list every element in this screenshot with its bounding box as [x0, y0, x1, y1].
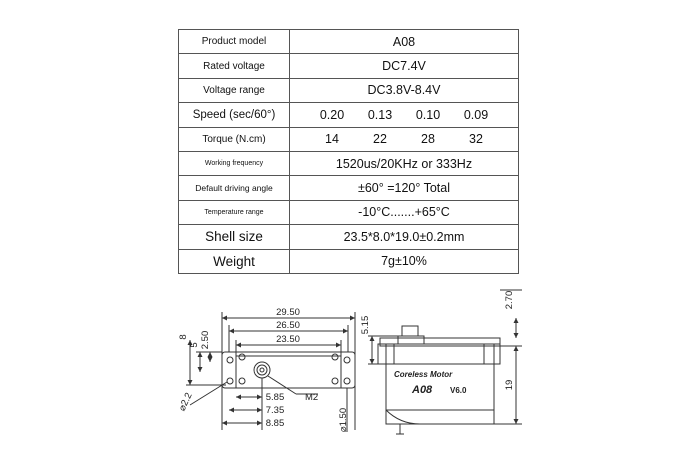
value-default-driving-angle: ±60° =120° Total	[290, 176, 519, 200]
side-view	[368, 290, 522, 434]
model-label: A08	[412, 384, 433, 396]
torque-value-2: 22	[373, 132, 387, 147]
hole-diameter: ⌀2.2	[176, 391, 195, 413]
dim-5-85: 5.85	[265, 392, 285, 403]
dim-26-50: 26.50	[276, 320, 300, 331]
label-weight: Weight	[179, 249, 290, 273]
value-rated-voltage: DC7.4V	[290, 54, 519, 78]
label-working-frequency: Working frequency	[179, 151, 290, 175]
dim-23-50: 23.50	[276, 334, 300, 345]
torque-value-3: 28	[421, 132, 435, 147]
screw-size: M2	[305, 392, 319, 403]
shaft-diameter: ⌀1.50	[338, 407, 349, 433]
front-view-labels	[177, 307, 349, 432]
label-default-driving-angle: Default driving angle	[179, 176, 290, 200]
dim-8: 8	[178, 334, 189, 340]
value-working-frequency: 1520us/20KHz or 333Hz	[290, 151, 519, 175]
value-shell-size: 23.5*8.0*19.0±0.2mm	[290, 225, 519, 249]
label-voltage-range: Voltage range	[179, 78, 290, 102]
dim-2-50: 2.50	[200, 330, 211, 350]
side-view-labels	[360, 291, 515, 396]
label-torque: Torque (N.cm)	[179, 127, 290, 151]
dim-5-15: 5.15	[360, 315, 371, 335]
value-weight: 7g±10%	[290, 249, 519, 273]
dim-2-70: 2.70	[504, 290, 515, 310]
value-product-model: A08	[290, 30, 519, 54]
speed-value-2: 0.13	[367, 107, 393, 122]
label-speed: Speed (sec/60°)	[179, 103, 290, 127]
version-label: V6.0	[450, 386, 467, 395]
label-product-model: Product model	[179, 30, 290, 54]
dim-7-35: 7.35	[265, 405, 285, 416]
dim-5: 5	[189, 342, 200, 348]
motor-label: Coreless Motor	[394, 370, 453, 379]
label-shell-size: Shell size	[179, 225, 290, 249]
speed-value-3: 0.10	[415, 107, 441, 122]
value-voltage-range: DC3.8V-8.4V	[290, 78, 519, 102]
dim-8-85: 8.85	[265, 418, 285, 429]
speed-value-1: 0.20	[319, 107, 345, 122]
torque-value-4: 32	[469, 132, 483, 147]
label-rated-voltage: Rated voltage	[179, 54, 290, 78]
speed-value-4: 0.09	[463, 107, 489, 122]
dim-29-50: 29.50	[276, 307, 300, 318]
value-temperature-range: -10°C.......+65°C	[290, 200, 519, 224]
label-temperature-range: Temperature range	[179, 200, 290, 224]
torque-value-1: 14	[325, 132, 339, 147]
dim-19: 19	[504, 379, 515, 391]
